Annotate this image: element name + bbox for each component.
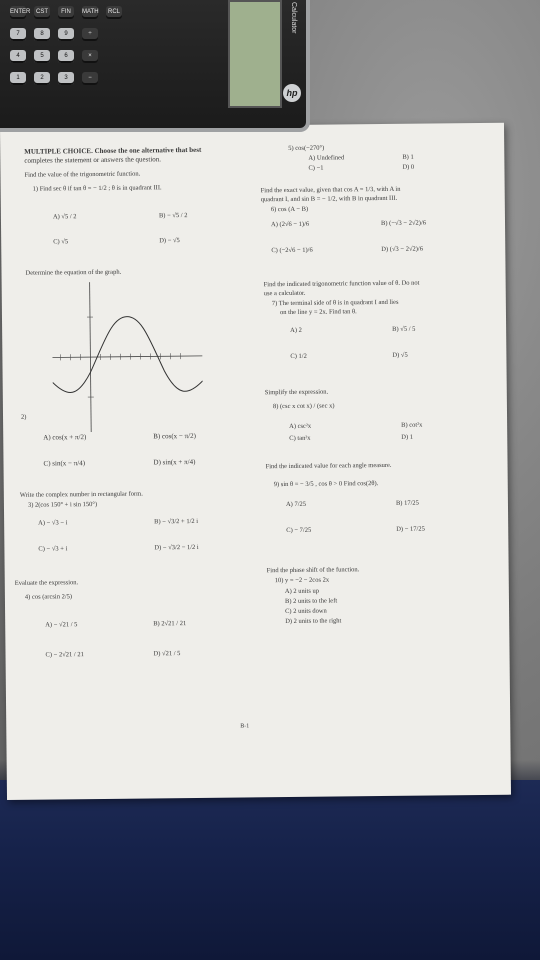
q3-choice-d: D) − √3/2 − 1/2 i (154, 543, 199, 552)
q5-choice-a: A) Undefined (308, 154, 345, 162)
q9-prompt: 9) sin θ = − 3/5 , cos θ > 0 Find cos(2θ). (273, 480, 379, 489)
section6-instruction-2: quadrant I, and sin B = − 1/2, with B in quadrant III. (260, 194, 398, 204)
q9-choice-a: A) 7/25 (285, 500, 307, 509)
q8-choice-a: A) csc²x (289, 422, 312, 430)
q7-choice-b: B) √5 / 5 (392, 325, 416, 333)
key-rcl[interactable]: RCL (106, 6, 122, 19)
section9-instruction: Find the indicated value for each angle measure. (265, 461, 392, 471)
section4-instruction: Evaluate the expression. (14, 579, 79, 587)
q10-choice-d: D) 2 units to the right (285, 617, 342, 626)
key-math[interactable]: MATH (82, 6, 98, 19)
q9-choice-d: D) − 17/25 (396, 525, 425, 533)
q4-choice-c: C) − 2√21 / 21 (45, 651, 84, 659)
q6-choice-b: B) (−√3 − 2√2)/6 (380, 219, 427, 228)
worksheet-paper (0, 123, 511, 800)
key-fin[interactable]: FIN (58, 6, 74, 19)
q10-choice-c: C) 2 units down (285, 607, 327, 616)
page-footer: B-1 (240, 723, 250, 730)
key-5[interactable]: 5 (34, 50, 50, 63)
q7-choice-d: D) √5 (392, 351, 408, 359)
q5-choice-d: D) 0 (402, 163, 415, 171)
q4-prompt: 4) cos (arcsin 2/5) (24, 593, 73, 601)
key-3[interactable]: 3 (58, 72, 74, 85)
q3-choice-b: B) − √3/2 + 1/2 i (154, 517, 199, 526)
q8-prompt: 8) (csc x cot x) / (sec x) (272, 402, 335, 411)
key-6[interactable]: 6 (58, 50, 74, 63)
q6-choice-a: A) (2√6 − 1)/6 (270, 220, 310, 229)
q6-prompt: 6) cos (A − B) (270, 205, 309, 214)
section8-instruction: Simplify the expression. (264, 388, 329, 397)
graph-x-axis (52, 356, 202, 358)
q10-choice-a: A) 2 units up (284, 587, 320, 596)
key-multiply[interactable]: × (82, 50, 98, 63)
q2-choice-b: B) cos(x − π/2) (153, 431, 196, 441)
key-enter[interactable]: ENTER (10, 6, 26, 19)
q7-prompt-2: on the line y = 2x. Find tan θ. (279, 308, 357, 317)
key-cst[interactable]: CST (34, 6, 50, 19)
section3-instruction: Write the complex number in rectangular form. (19, 490, 143, 499)
key-1[interactable]: 1 (10, 72, 26, 85)
q8-choice-b: B) cot²x (401, 421, 423, 429)
q5-prompt: 5) cos(−270°) (288, 144, 325, 152)
calculator-screen (228, 0, 282, 108)
q1-choice-c: C) √5 (53, 238, 69, 246)
q10-choice-b: B) 2 units to the left (284, 597, 338, 606)
key-2[interactable]: 2 (34, 72, 50, 85)
section10-instruction: Find the phase shift of the function. (266, 566, 360, 575)
q2-choice-a: A) cos(x + π/2) (43, 433, 87, 442)
hp-logo-icon: hp (283, 84, 301, 102)
section7-instruction-2: use a calculator. (263, 289, 306, 298)
sine-graph (52, 281, 204, 433)
q4-choice-d: D) √21 / 5 (153, 650, 181, 658)
key-minus[interactable]: − (82, 72, 98, 85)
q7-choice-a: A) 2 (290, 326, 302, 334)
q7-choice-c: C) 1/2 (290, 352, 307, 360)
key-8[interactable]: 8 (34, 28, 50, 41)
section2-instruction: Determine the equation of the graph. (25, 268, 122, 277)
section6-instruction-1: Find the exact value, given that cos A = 1/3, with A in (260, 185, 401, 195)
q5-choice-b: B) 1 (402, 153, 414, 161)
key-9[interactable]: 9 (58, 28, 74, 41)
q1-choice-a: A) √5 / 2 (52, 213, 77, 221)
q8-choice-d: D) 1 (401, 433, 414, 441)
hp-calculator (0, 0, 310, 132)
q2-number: 2) (20, 413, 27, 421)
q10-prompt: 10) y = −2 − 2cos 2x (274, 576, 330, 585)
key-7[interactable]: 7 (10, 28, 26, 41)
q8-choice-c: C) tan²x (289, 434, 311, 442)
q3-choice-a: A) − √3 − i (38, 519, 68, 527)
q7-prompt-1: 7) The terminal side of θ is in quadrant I and lies (271, 298, 399, 308)
q3-prompt: 3) 2(cos 150° + i sin 150°) (27, 501, 98, 509)
calculator-screen-label: Calculator (290, 2, 297, 34)
key-divide[interactable]: ÷ (82, 28, 98, 41)
mc-header-line1: MULTIPLE CHOICE. Choose the one alternative that best (24, 145, 202, 156)
q6-choice-c: C) (−2√6 − 1)/6 (271, 246, 313, 255)
section7-instruction-1: Find the indicated trigonometric function value of θ. Do not (263, 279, 420, 289)
q2-choice-c: C) sin(x − π/4) (43, 459, 86, 468)
section1-instruction: Find the value of the trigonometric function. (24, 170, 141, 179)
q1-prompt: 1) Find sec θ if tan θ = − 1/2 ; θ is in quadrant III. (32, 184, 162, 193)
q4-choice-a: A) − √21 / 5 (45, 621, 78, 629)
key-4[interactable]: 4 (10, 50, 26, 63)
q9-choice-b: B) 17/25 (395, 499, 419, 507)
q3-choice-c: C) − √3 + i (38, 545, 68, 553)
q6-choice-d: D) (√3 − 2√2)/6 (381, 245, 423, 254)
q9-choice-c: C) − 7/25 (286, 526, 312, 535)
q5-choice-c: C) −1 (308, 164, 324, 172)
mc-header-line2: completes the statement or answers the question. (24, 155, 162, 165)
q1-choice-b: B) − √5 / 2 (158, 212, 188, 220)
q2-choice-d: D) sin(x + π/4) (153, 457, 196, 467)
jeans-fabric (0, 780, 540, 960)
q1-choice-d: D) − √5 (159, 237, 180, 245)
q4-choice-b: B) 2√21 / 21 (153, 620, 187, 628)
